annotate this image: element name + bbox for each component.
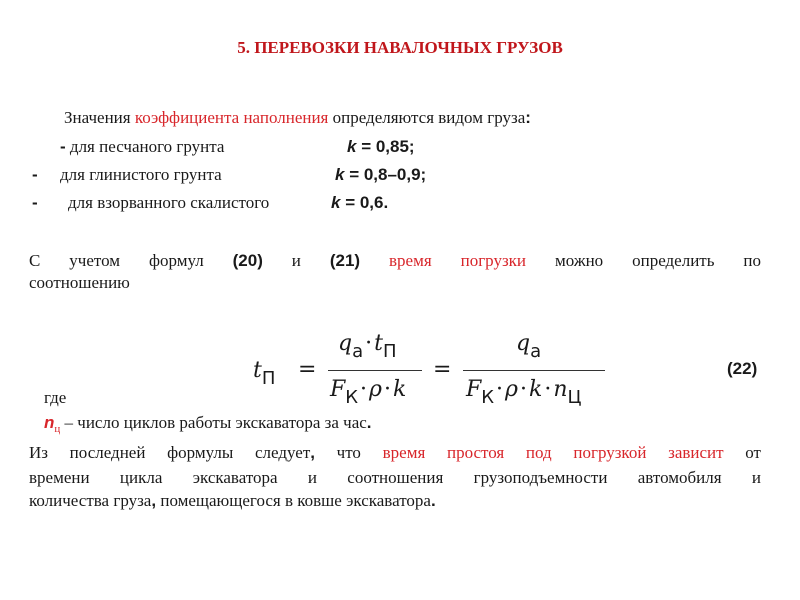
text (360, 251, 389, 270)
sub-p: П (382, 341, 397, 362)
comma: , (151, 491, 157, 510)
fraction-line (463, 370, 605, 371)
text: помещающегося в ковше экскаватора (156, 491, 431, 510)
comma: , (310, 443, 315, 462)
intro-prefix: Значения (64, 108, 135, 127)
sub-c: Ц (567, 387, 582, 408)
list-label: для глинистого грунта (60, 165, 222, 184)
text: можно определить по (526, 251, 762, 270)
list-item (32, 165, 38, 185)
text: С учетом формул (29, 251, 233, 270)
list-item (32, 193, 38, 213)
section-number: 5. (237, 38, 250, 57)
highlight-text: время простоя под погрузкой зависит (382, 443, 724, 462)
highlight-text: время погрузки (389, 251, 527, 270)
list-item (60, 137, 224, 157)
fraction-line (328, 370, 422, 371)
k-value: = 0,6. (340, 193, 389, 212)
intro-colon: : (525, 108, 531, 127)
formula-ref: (21) (329, 251, 361, 270)
text: Из последней формулы следует (29, 443, 311, 462)
list-dash: - (32, 193, 38, 212)
list-dash: - (32, 165, 38, 184)
text: количества груза (29, 491, 152, 510)
section-title: ПЕРЕВОЗКИ НАВАЛОЧНЫХ ГРУЗОВ (254, 38, 563, 57)
list-dash: - (60, 137, 66, 156)
var-t: t (253, 358, 262, 383)
sub-p: П (261, 368, 276, 389)
k-symbol: k (347, 137, 357, 156)
intro-highlight: коэффициента наполнения (134, 108, 329, 127)
intro-suffix: определяются видом груза (328, 108, 526, 127)
sub-a: а (352, 341, 364, 362)
dot: · (365, 331, 373, 356)
list-value (331, 193, 388, 213)
denominator-1 (330, 377, 407, 408)
dot: · (383, 377, 391, 402)
formula-ref: (20) (232, 251, 263, 270)
dot: · (519, 377, 527, 402)
var-t: t (374, 331, 383, 356)
var-n: n (44, 413, 55, 432)
sub-c: ц (54, 423, 61, 435)
dot: · (496, 377, 504, 402)
paragraph-line: соотношению (29, 273, 130, 292)
list-value (335, 165, 426, 185)
dot: · (544, 377, 552, 402)
page-title (0, 38, 800, 58)
paragraph-line (29, 249, 761, 273)
sub-k: К (345, 387, 359, 408)
intro-line (64, 108, 531, 128)
k-symbol: k (335, 165, 345, 184)
paragraph-line: времени цикла экскаватора и соотношения грузоподъемности автомобиля и (29, 468, 761, 487)
text: от (723, 443, 761, 462)
period: . (366, 413, 372, 432)
var-k: k (392, 377, 407, 402)
text: что (314, 443, 383, 462)
var-n: n (553, 377, 568, 402)
equals-sign: = (298, 357, 317, 382)
text: и (262, 251, 330, 270)
equation-number: (22) (727, 359, 758, 378)
numerator-2 (516, 331, 542, 362)
period: . (430, 491, 436, 510)
where-definition (44, 413, 372, 433)
var-k: k (528, 377, 543, 402)
k-symbol: k (331, 193, 341, 212)
dot: · (360, 377, 368, 402)
var-rho: ρ (505, 377, 518, 402)
var-F: F (330, 377, 346, 402)
definition-text: число циклов работы экскаватора за час (77, 413, 367, 432)
sub-a: а (530, 341, 542, 362)
var-F: F (466, 377, 482, 402)
where-label: где (44, 388, 67, 407)
list-value (347, 137, 415, 157)
k-value: = 0,85; (356, 137, 415, 156)
numerator-1 (338, 331, 397, 362)
paragraph-line (29, 441, 761, 465)
text: – (60, 413, 78, 432)
list-label: для взорванного скалистого (68, 193, 270, 212)
var-q: q (516, 331, 531, 356)
equals-sign: = (433, 357, 452, 382)
sub-k: К (481, 387, 495, 408)
formula-lhs (253, 358, 276, 389)
list-label: для песчаного грунта (69, 137, 225, 156)
k-value: = 0,8–0,9; (344, 165, 427, 184)
var-rho: ρ (369, 377, 382, 402)
var-q: q (338, 331, 353, 356)
paragraph-line (29, 491, 436, 511)
denominator-2 (466, 377, 582, 408)
